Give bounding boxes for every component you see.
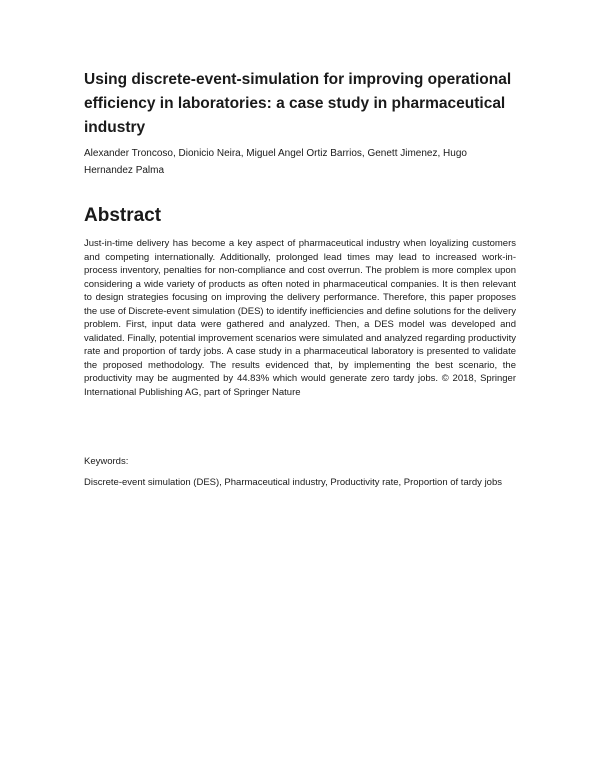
paper-title: Using discrete-event-simulation for improving operational efficiency in laboratories: a case study in pharmaceutical industry xyxy=(84,71,512,136)
keywords-list: Discrete-event simulation (DES), Pharmaceutical industry, Productivity rate, Proportion of tardy jobs xyxy=(84,477,502,488)
abstract-text: Just-in-time delivery has become a key aspect of pharmaceutical industry when loyalizing customers and competing internationally. Additionally, prolonged lead times may lead to increased work-in-process inventory, penalties for non-compliance and cost overrun. The problem is more complex upon considering a wide variety of products as often noted in pharmaceutical companies. It is then relevant to design strategies focusing on improving the delivery performance. Therefore, this paper proposes the use of Discrete-event simulation (DES) to identify inefficiencies and define solutions for the delivery problem. First, input data were gathered and analyzed. Then, a DES model was developed and validated. Finally, potential improvement scenarios were simulated and analyzed regarding productivity rate and proportion of tardy jobs. A case study in a pharmaceutical laboratory is presented to validate the proposed methodology. The results evidenced that, by implementing the best scenario, the productivity may be augmented by 44.83% which would generate zero tardy jobs. © 2018, Springer International Publishing AG, part of Springer Nature xyxy=(84,238,516,398)
abstract-heading: Abstract xyxy=(84,205,162,226)
author-list: Alexander Troncoso, Dionicio Neira, Miguel Angel Ortiz Barrios, Genett Jimenez, Hugo Hernandez Palma xyxy=(84,148,467,176)
keywords-label: Keywords: xyxy=(84,456,129,467)
